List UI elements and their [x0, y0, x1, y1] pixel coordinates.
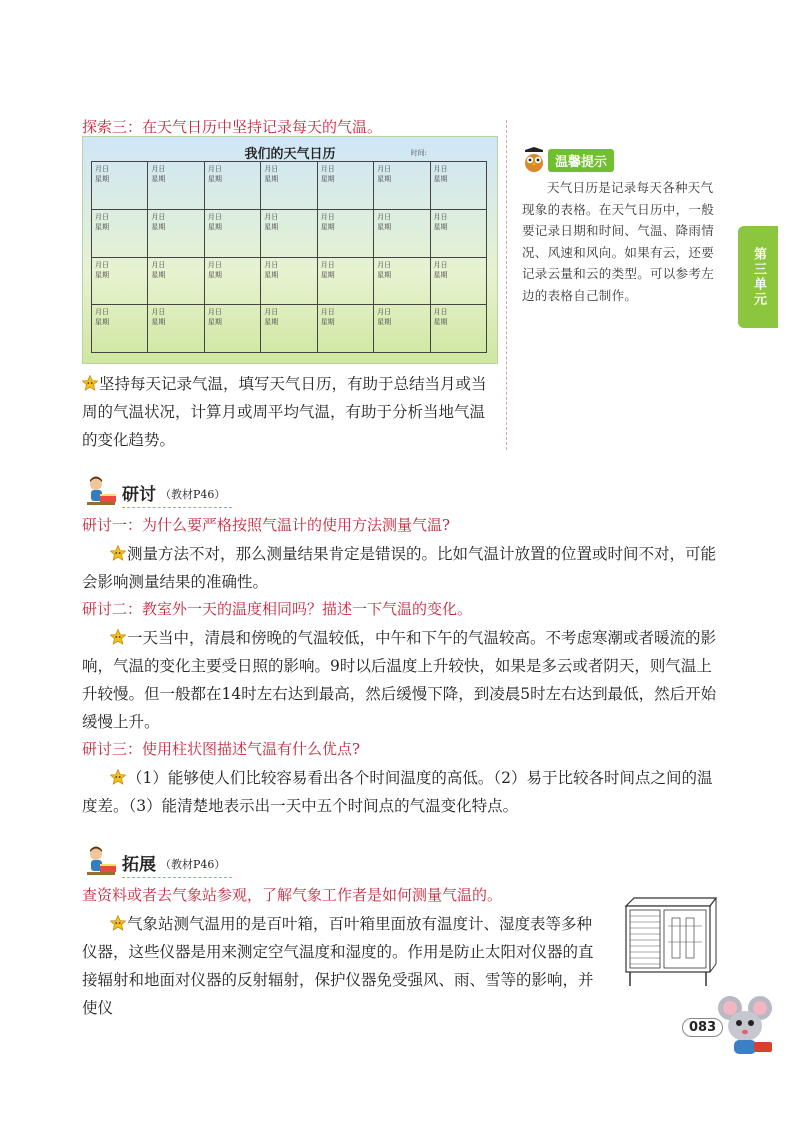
calendar-cell — [317, 257, 373, 305]
calendar-cell-date: 月日 — [207, 260, 222, 269]
calendar-cell — [261, 257, 317, 305]
calendar-cell-weekday: 星期 — [433, 318, 448, 327]
calendar-cell — [430, 209, 486, 257]
calendar-cell — [261, 305, 317, 353]
calendar-cell-weekday: 星期 — [320, 222, 335, 231]
weather-calendar — [82, 136, 498, 364]
calendar-cell-weekday: 星期 — [433, 175, 448, 183]
calendar-cell-weekday: 星期 — [207, 318, 222, 327]
calendar-cell-date: 月日 — [151, 308, 166, 317]
calendar-cell-date: 月日 — [377, 165, 392, 173]
calendar-cell-weekday: 星期 — [264, 270, 279, 279]
extension-title: 拓展 — [122, 854, 156, 875]
calendar-cell-weekday: 星期 — [320, 270, 335, 279]
calendar-cell-weekday: 星期 — [433, 270, 448, 279]
calendar-cell — [317, 162, 373, 210]
calendar-cell-date: 月日 — [95, 260, 109, 269]
star-icon — [110, 545, 126, 561]
calendar-cell-date: 月日 — [95, 308, 109, 317]
calendar-cell-weekday: 星期 — [151, 318, 166, 327]
calendar-row — [92, 162, 487, 210]
calendar-cell-weekday: 星期 — [151, 175, 166, 183]
calendar-cell — [374, 209, 430, 257]
calendar-cell-weekday: 星期 — [377, 270, 392, 279]
calendar-cell-date: 月日 — [95, 165, 109, 173]
child-reading-icon — [84, 846, 118, 878]
calendar-cell — [204, 162, 260, 210]
calendar-row — [92, 257, 487, 305]
calendar-cell-date: 月日 — [320, 165, 335, 173]
calendar-cell-weekday: 星期 — [151, 222, 166, 231]
extension-q: 查资料或者去气象站参观，了解气象工作者是如何测量气温的。 — [82, 886, 503, 904]
tip-text: 天气日历是记录每天各种天气现象的表格。在天气日历中，一般要记录日期和时间、气温、降雨情况、风速和风向。如果有云，还要记录云量和云的类型。可以参考左边的表格自己制作。 — [522, 180, 715, 303]
calendar-cell-date: 月日 — [264, 260, 279, 269]
calendar-cell-weekday: 星期 — [377, 175, 392, 183]
explore3-answer-text: 坚持每天记录气温，填写天气日历，有助于总结当月或当周的气温状况，计算月或周平均气温，有助于分析当地气温的变化趋势。 — [82, 375, 487, 449]
calendar-cell-date: 月日 — [151, 165, 166, 173]
calendar-grid — [91, 161, 487, 353]
calendar-cell — [261, 162, 317, 210]
calendar-cell-date: 月日 — [95, 212, 109, 221]
calendar-cell — [92, 162, 148, 210]
discussion-a2-text: 一天当中，清晨和傍晚的气温较低，中午和下午的气温较高。不考虑寒潮或者暖流的影响，气温的变化主要受日照的影响。9时以后温度上升较快，如果是多云或者阴天，则气温上升较慢。但一般都在14时左右达到最高，然后缓慢下降，到凌晨5时左右达到最低，然后开始缓慢上升。 — [82, 629, 717, 731]
tip-badge — [522, 147, 614, 173]
calendar-cell-weekday: 星期 — [264, 175, 279, 183]
calendar-cell — [317, 305, 373, 353]
extension-a-text: 气象站测气温用的是百叶箱，百叶箱里面放有温度计、湿度表等多种仪器，这些仪器是用来测定空气温度和湿度的。作用是防止太阳对仪器的直接辐射和地面对仪器的反射辐射，保护仪器免受强风、雨、雪等的影响，并使仪 — [82, 915, 594, 1017]
calendar-cell — [148, 209, 204, 257]
calendar-cell-date: 月日 — [151, 260, 166, 269]
calendar-cell-weekday: 星期 — [95, 175, 109, 183]
discussion-q1: 研讨一：为什么要严格按照气温计的使用方法测量气温? — [82, 516, 451, 534]
extension-ref: （教材P46） — [160, 858, 226, 871]
star-icon — [110, 629, 126, 645]
calendar-cell — [92, 209, 148, 257]
calendar-time-label: 时间: — [410, 149, 427, 157]
calendar-cell-date: 月日 — [320, 308, 335, 317]
calendar-cell-date: 月日 — [207, 308, 222, 317]
calendar-cell-weekday: 星期 — [95, 270, 109, 279]
explore3-title: 探索三：在天气日历中坚持记录每天的气温。 — [82, 118, 383, 136]
calendar-cell-date: 月日 — [433, 308, 448, 317]
discussion-a2 — [82, 624, 718, 736]
calendar-cell-weekday: 星期 — [377, 318, 392, 327]
discussion-q3: 研讨三：使用柱状图描述气温有什么优点? — [82, 740, 361, 758]
tip-label: 温馨提示 — [548, 149, 614, 172]
calendar-cell — [374, 162, 430, 210]
calendar-cell-weekday: 星期 — [264, 318, 279, 327]
calendar-cell-date: 月日 — [433, 212, 448, 221]
calendar-cell — [374, 257, 430, 305]
page-number: 083 — [682, 1018, 723, 1037]
calendar-row — [92, 305, 487, 353]
calendar-cell-date: 月日 — [433, 260, 448, 269]
calendar-cell-date: 月日 — [264, 212, 279, 221]
calendar-cell-date: 月日 — [207, 212, 222, 221]
explore3-answer — [82, 370, 500, 454]
owl-icon — [522, 147, 546, 173]
discussion-a3-text: （1）能够使人们比较容易看出各个时间温度的高低。（2）易于比较各时间点之间的温度差。（3）能清楚地表示出一天中五个时间点的气温变化特点。 — [82, 769, 713, 815]
calendar-cell-date: 月日 — [320, 260, 335, 269]
calendar-cell-weekday: 星期 — [320, 318, 335, 327]
calendar-cell-date: 月日 — [377, 212, 392, 221]
calendar-cell — [430, 305, 486, 353]
star-icon — [82, 375, 98, 391]
calendar-cell-date: 月日 — [320, 212, 335, 221]
calendar-cell — [204, 209, 260, 257]
extension-header — [84, 846, 225, 878]
calendar-cell-weekday: 星期 — [207, 175, 222, 183]
calendar-cell — [204, 305, 260, 353]
discussion-title: 研讨 — [122, 484, 156, 505]
calendar-cell-weekday: 星期 — [151, 270, 166, 279]
discussion-header — [84, 476, 225, 508]
column-divider — [506, 120, 507, 450]
extension-underline — [122, 877, 232, 878]
calendar-cell-weekday: 星期 — [433, 222, 448, 231]
calendar-cell — [204, 257, 260, 305]
calendar-cell-date: 月日 — [377, 260, 392, 269]
calendar-cell-weekday: 星期 — [264, 222, 279, 231]
calendar-cell-date: 月日 — [207, 165, 222, 173]
calendar-cell-weekday: 星期 — [320, 175, 335, 183]
discussion-ref: （教材P46） — [160, 488, 226, 501]
discussion-q2: 研讨二：教室外一天的温度相同吗？描述一下气温的变化。 — [82, 600, 473, 618]
calendar-cell-date: 月日 — [433, 165, 448, 173]
calendar-cell — [261, 209, 317, 257]
calendar-cell-weekday: 星期 — [95, 318, 109, 327]
calendar-cell — [148, 305, 204, 353]
calendar-cell — [430, 257, 486, 305]
calendar-cell — [430, 162, 486, 210]
calendar-cell-date: 月日 — [151, 212, 166, 221]
child-reading-icon — [84, 476, 118, 508]
star-icon — [110, 769, 126, 785]
discussion-a3 — [82, 764, 718, 820]
louvered-box-illustration — [618, 896, 718, 988]
calendar-cell-weekday: 星期 — [95, 222, 109, 231]
unit-tab: 第三单元 — [738, 226, 778, 328]
calendar-cell-date: 月日 — [264, 165, 279, 173]
discussion-a1 — [82, 540, 718, 596]
calendar-cell — [148, 162, 204, 210]
calendar-title: 我们的天气日历 — [244, 147, 336, 162]
calendar-cell — [92, 257, 148, 305]
discussion-underline — [122, 507, 232, 508]
calendar-cell-weekday: 星期 — [207, 222, 222, 231]
calendar-cell — [374, 305, 430, 353]
calendar-cell-weekday: 星期 — [207, 270, 222, 279]
calendar-cell-date: 月日 — [377, 308, 392, 317]
calendar-cell — [92, 305, 148, 353]
calendar-cell — [317, 209, 373, 257]
calendar-cell — [148, 257, 204, 305]
calendar-cell-date: 月日 — [264, 308, 279, 317]
discussion-a1-text: 测量方法不对，那么测量结果肯定是错误的。比如气温计放置的位置或时间不对，可能会影响测量结果的准确性。 — [82, 545, 717, 591]
calendar-cell-weekday: 星期 — [377, 222, 392, 231]
star-icon — [110, 915, 126, 931]
extension-a — [82, 910, 606, 1022]
calendar-row — [92, 209, 487, 257]
